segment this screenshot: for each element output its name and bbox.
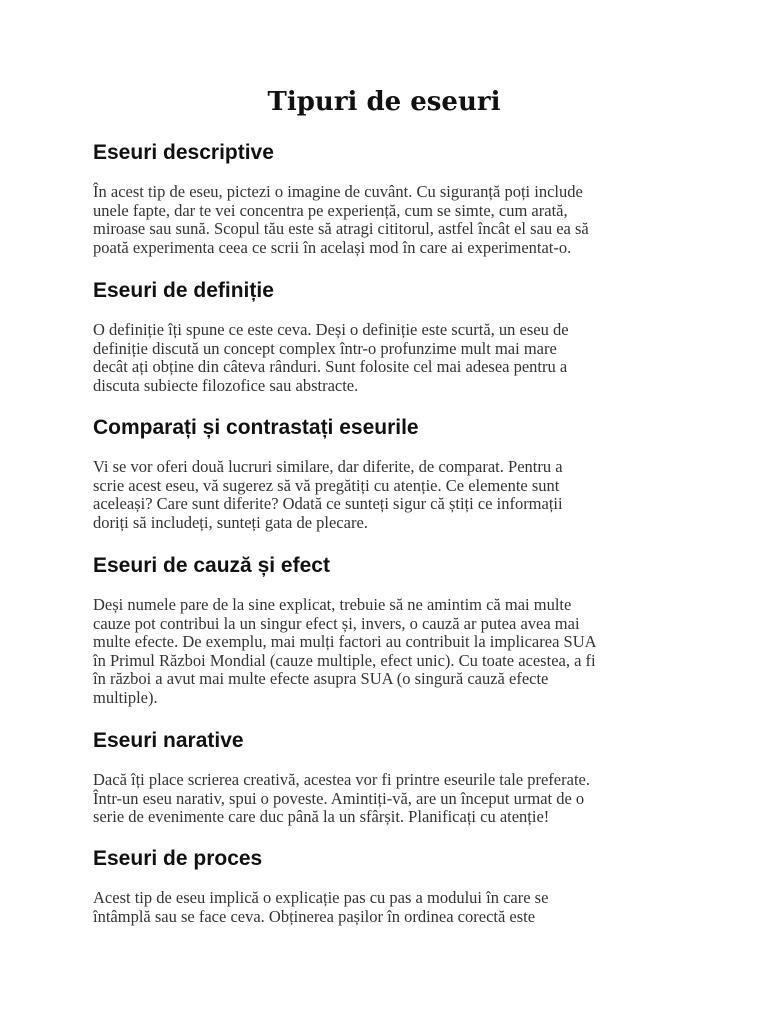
section-paragraph	[93, 889, 683, 926]
paragraph-line: cauze pot contribui la un singur efect și, invers, o cauză ar putea avea mai	[93, 613, 580, 633]
section-process	[93, 845, 683, 926]
paragraph-line: definiție discută un concept complex într-o profunzime mult mai mare	[93, 338, 557, 358]
section-definition	[93, 277, 683, 395]
section-compare-contrast	[93, 414, 683, 532]
paragraph-line: doriți să includeți, sunteți gata de plecare.	[93, 512, 368, 532]
paragraph-line: În acest tip de eseu, pictezi o imagine de cuvânt. Cu siguranță poți include	[93, 182, 583, 201]
section-paragraph	[93, 458, 683, 532]
paragraph-line: O definiție îți spune ce este ceva. Deși o definiție este scurtă, un eseu de	[93, 320, 569, 339]
paragraph-line: aceleași? Care sunt diferite? Odată ce sunteți sigur că știți ce informații	[93, 494, 563, 514]
paragraph-line: decât ați obține din câteva rânduri. Sunt folosite cel mai adesea pentru a	[93, 357, 568, 377]
section-heading: Eseuri de cauză și efect	[93, 554, 330, 577]
paragraph-line: scrie acest eseu, vă sugerez să vă pregătiți cu atenție. Ce elemente sunt	[93, 475, 560, 495]
paragraph-line: Într-un eseu narativ, spui o poveste. Amintiți-vă, are un început urmat de o	[93, 788, 585, 808]
paragraph-line: multiple).	[93, 687, 158, 707]
section-heading: Eseuri de proces	[93, 847, 263, 870]
paragraph-line: discuta subiecte filozofice sau abstracte.	[93, 375, 359, 395]
paragraph-line: poată experimenta ceea ce scrii în același mod în care ai experimentat-o.	[93, 237, 572, 257]
section-heading: Comparați și contrastați eseurile	[93, 416, 419, 439]
paragraph-line: serie de evenimente care duc până la un sfârșit. Planificați cu atenție!	[93, 807, 550, 827]
paragraph-line: în Primul Război Mondial (cauze multiple, efect unic). Cu toate acestea, a fi	[93, 650, 596, 670]
paragraph-line: multe efecte. De exemplu, mai mulți factori au contribuit la implicarea SUA	[93, 632, 597, 652]
paragraph-line: Acest tip de eseu implică o explicație pas cu pas a modului în care se	[93, 888, 549, 907]
section-narrative	[93, 727, 683, 827]
page-title: Tipuri de eseuri	[267, 87, 501, 117]
paragraph-line: miroase sau sună. Scopul tău este să atragi cititorul, astfel încât el sau ea să	[93, 219, 589, 239]
section-descriptive	[93, 139, 683, 257]
paragraph-line: Vi se vor oferi două lucruri similare, dar diferite, de comparat. Pentru a	[93, 457, 563, 476]
section-heading: Eseuri descriptive	[93, 141, 274, 164]
paragraph-line: Deși numele pare de la sine explicat, trebuie să ne amintim că mai multe	[93, 595, 572, 614]
section-paragraph	[93, 771, 683, 827]
section-cause-effect	[93, 552, 683, 708]
paragraph-line: întâmplă sau se face ceva. Obținerea pașilor în ordinea corectă este	[93, 906, 536, 926]
section-heading: Eseuri de definiție	[93, 279, 274, 302]
paragraph-line: unele fapte, dar te vei concentra pe experiență, cum se simte, cum arată,	[93, 200, 568, 220]
section-paragraph	[93, 596, 683, 708]
paragraph-line: Dacă îți place scrierea creativă, acestea vor fi printre eseurile tale preferate.	[93, 770, 590, 789]
section-heading: Eseuri narative	[93, 729, 244, 752]
section-paragraph	[93, 183, 683, 257]
section-paragraph	[93, 321, 683, 395]
paragraph-line: în război a avut mai multe efecte asupra SUA (o singură cauză efecte	[93, 669, 549, 689]
